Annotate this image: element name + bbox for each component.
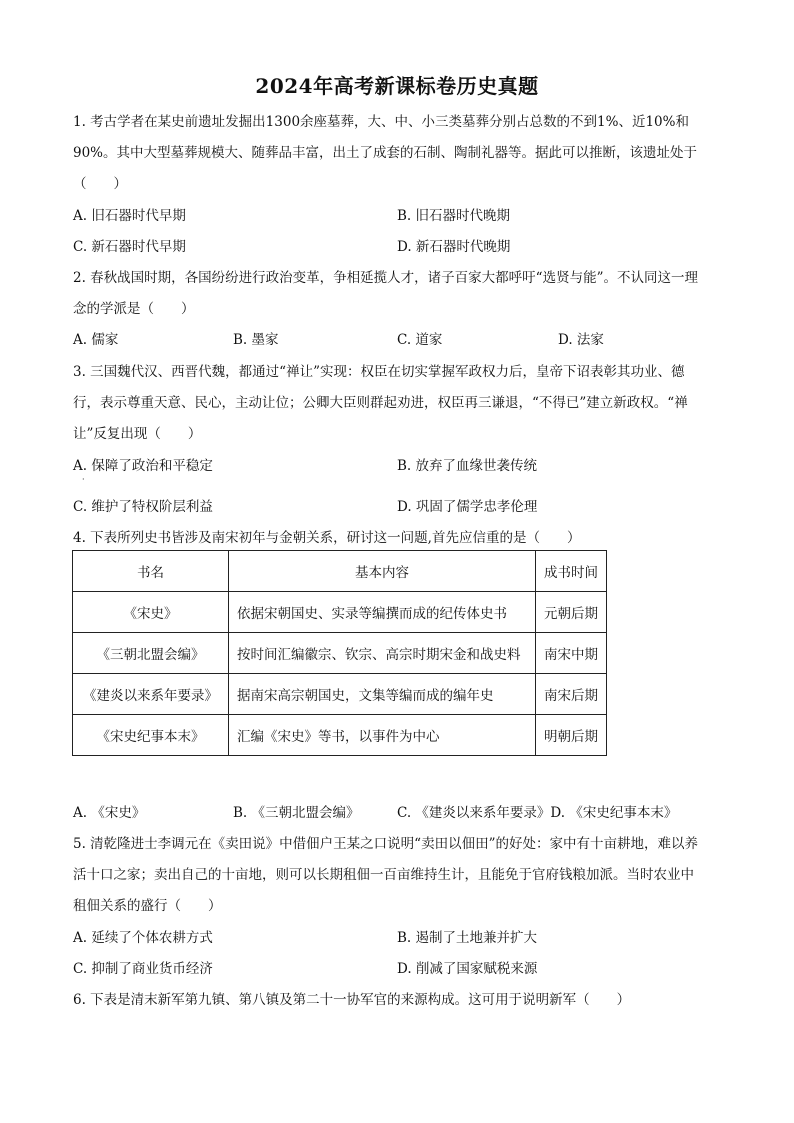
q3-option-a[interactable]: A. 保障了政治和平稳定 bbox=[73, 458, 213, 474]
q5-line-2: 活十口之家；卖出自己的十亩地，则可以长期租佃一百亩维持生计，且能免于官府钱粮加派。当时农业中 bbox=[73, 867, 694, 883]
table-header-row bbox=[73, 551, 607, 592]
table-row bbox=[73, 674, 607, 715]
table-header-content: 基本内容 bbox=[229, 551, 536, 592]
table-cell: 《建炎以来系年要录》 bbox=[73, 674, 229, 715]
q3-line-3: 让”反复出现（ ） bbox=[73, 426, 202, 442]
table-cell: 南宋后期 bbox=[536, 674, 607, 715]
q2-option-d[interactable]: D. 法家 bbox=[558, 332, 604, 348]
q2-line-1: 2. 春秋战国时期，各国纷纷进行政治变革，争相延揽人才，诸子百家大都呼吁“选贤与能”。不认同这一理 bbox=[73, 270, 698, 286]
q2-option-b[interactable]: B. 墨家 bbox=[233, 332, 279, 348]
q6-line-1: 6. 下表是清末新军第九镇、第八镇及第二十一协军官的来源构成。这可用于说明新军（ ） bbox=[73, 992, 631, 1008]
q5-option-c[interactable]: C. 抑制了商业货币经济 bbox=[73, 961, 213, 977]
q3-option-d[interactable]: D. 巩固了儒学忠孝伦理 bbox=[397, 499, 538, 515]
q4-line-1: 4. 下表所列史书皆涉及南宋初年与金朝关系，研讨这一问题,首先应信重的是（ ） bbox=[73, 530, 581, 546]
q2-option-c[interactable]: C. 道家 bbox=[397, 332, 443, 348]
table-cell: 明朝后期 bbox=[536, 715, 607, 756]
q5-option-b[interactable]: B. 遏制了土地兼并扩大 bbox=[397, 930, 538, 946]
q1-line-2: 90%。其中大型墓葬规模大、随葬品丰富，出土了成套的石制、陶制礼器等。据此可以推断，该遗址处于 bbox=[73, 145, 698, 161]
history-books-table bbox=[72, 550, 607, 756]
table-cell: 《三朝北盟会编》 bbox=[73, 633, 229, 674]
q5-line-3: 租佃关系的盛行（ ） bbox=[73, 898, 222, 914]
q3-option-b[interactable]: B. 放弃了血缘世袭传统 bbox=[397, 458, 538, 474]
table-row bbox=[73, 633, 607, 674]
q5-option-a[interactable]: A. 延续了个体农耕方式 bbox=[73, 930, 213, 946]
q4-option-a[interactable]: A. 《宋史》 bbox=[73, 805, 146, 821]
table-cell: 南宋中期 bbox=[536, 633, 607, 674]
q5-option-d[interactable]: D. 削减了国家赋税来源 bbox=[397, 961, 538, 977]
table-header-title: 书名 bbox=[73, 551, 229, 592]
q1-line-1: 1. 考古学者在某史前遗址发掘出1300余座墓葬，大、中、小三类墓葬分别占总数的不到1%、近10%和 bbox=[73, 114, 689, 130]
page-title: 2024年高考新课标卷历史真题 bbox=[255, 74, 539, 98]
q3-line-1: 3. 三国魏代汉、西晋代魏，都通过“禅让”实现：权臣在切实掌握军政权力后，皇帝下诏表彰其功业、德 bbox=[73, 364, 685, 380]
q3-option-c[interactable]: C. 维护了特权阶层利益 bbox=[73, 499, 213, 515]
q2-line-2: 念的学派是（ ） bbox=[73, 301, 195, 317]
table-cell: 元朝后期 bbox=[536, 592, 607, 633]
table-header-time: 成书时间 bbox=[536, 551, 607, 592]
q1-option-d[interactable]: D. 新石器时代晚期 bbox=[397, 239, 511, 255]
q4-option-c-d[interactable]: C. 《建炎以来系年要录》D. 《宋史纪事本末》 bbox=[397, 805, 678, 821]
q5-line-1: 5. 清乾隆进士李调元在《卖田说》中借佃户王某之口说明“卖田以佃田”的好处：家中有十亩耕地，难以养 bbox=[73, 836, 698, 852]
table-cell: 《宋史》 bbox=[73, 592, 229, 633]
table-cell: 汇编《宋史》等书，以事件为中心 bbox=[229, 715, 536, 756]
q3-line-2: 行，表示尊重天意、民心，主动让位；公卿大臣则群起劝进，权臣再三谦退，“不得已”建立新政权。“禅 bbox=[73, 395, 688, 411]
stray-dot: · bbox=[82, 475, 85, 484]
table-cell: 据南宋高宗朝国史，文集等编而成的编年史 bbox=[229, 674, 536, 715]
q1-option-b[interactable]: B. 旧石器时代晚期 bbox=[397, 208, 511, 224]
table-cell: 依据宋朝国史、实录等编撰而成的纪传体史书 bbox=[229, 592, 536, 633]
q1-option-a[interactable]: A. 旧石器时代早期 bbox=[73, 208, 186, 224]
q1-option-c[interactable]: C. 新石器时代早期 bbox=[73, 239, 186, 255]
table-cell: 按时间汇编徽宗、钦宗、高宗时期宋金和战史料 bbox=[229, 633, 536, 674]
q1-line-3: （ ） bbox=[73, 176, 127, 192]
table-row bbox=[73, 592, 607, 633]
q2-option-a[interactable]: A. 儒家 bbox=[73, 332, 119, 348]
table-row bbox=[73, 715, 607, 756]
q4-option-b[interactable]: B. 《三朝北盟会编》 bbox=[233, 805, 360, 821]
table-cell: 《宋史纪事本末》 bbox=[73, 715, 229, 756]
